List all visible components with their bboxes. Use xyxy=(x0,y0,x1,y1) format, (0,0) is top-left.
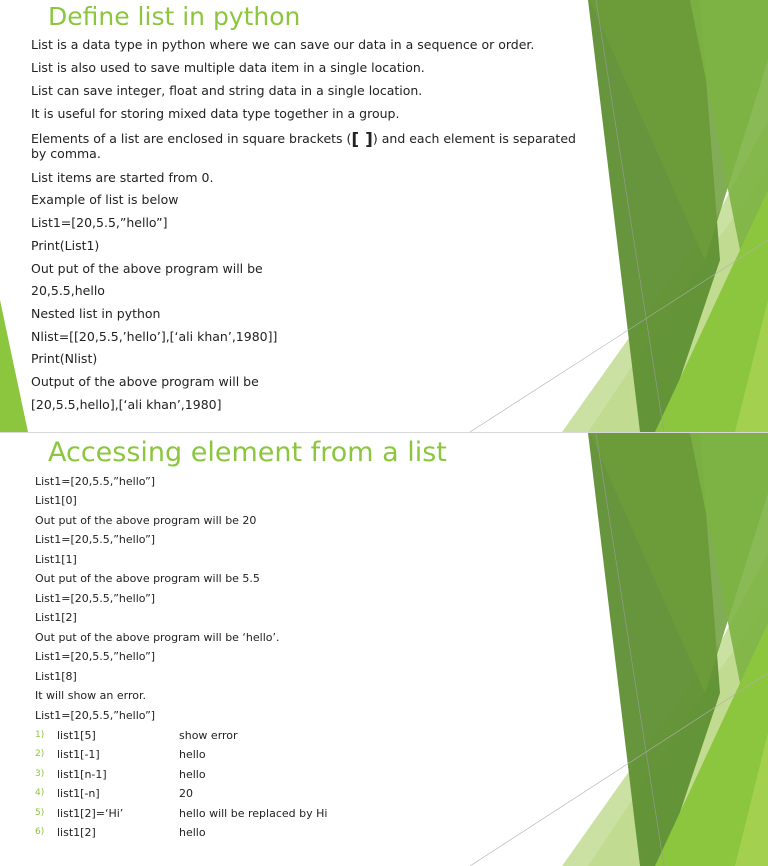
list-result: hello xyxy=(179,768,206,781)
body-line: List can save integer, float and string data in a single location. xyxy=(31,83,423,98)
list-result: hello will be replaced by Hi xyxy=(179,807,328,820)
code-line: List1=[20,5.5,”hello”] xyxy=(35,592,156,605)
list-number: 4) xyxy=(35,788,45,798)
list-number: 2) xyxy=(35,749,45,759)
list-item xyxy=(0,748,400,762)
list-item xyxy=(0,729,400,743)
list-number: 3) xyxy=(35,769,45,779)
list-number: 5) xyxy=(35,808,45,818)
code-line: List1[8] xyxy=(35,670,77,683)
body-line: Out put of the above program will be 20 xyxy=(35,514,257,527)
list-code: list1[-1] xyxy=(57,748,100,761)
list-item xyxy=(0,826,400,840)
list-number: 6) xyxy=(35,827,45,837)
slide-accessing-element xyxy=(0,433,768,866)
list-result: hello xyxy=(179,748,206,761)
slide-title: Define list in python xyxy=(48,2,301,31)
list-item xyxy=(0,787,400,801)
output-line: [20,5.5,hello],[‘ali khan’,1980] xyxy=(31,397,222,412)
code-line: List1=[20,5.5,”hello”] xyxy=(35,709,156,722)
slide-define-list xyxy=(0,0,768,432)
list-result: 20 xyxy=(179,787,193,800)
body-line: List is a data type in python where we can save our data in a sequence or order. xyxy=(31,37,535,52)
body-line: Out put of the above program will be xyxy=(31,261,263,276)
list-item xyxy=(0,807,400,821)
body-line: Example of list is below xyxy=(31,192,179,207)
code-line: List1[0] xyxy=(35,494,77,507)
code-line: List1[2] xyxy=(35,611,77,624)
code-line: List1=[20,5.5,”hello”] xyxy=(35,650,156,663)
body-line: Nested list in python xyxy=(31,306,161,321)
body-line: Out put of the above program will be ‘hello’. xyxy=(35,631,280,644)
brackets-paragraph xyxy=(31,132,591,161)
code-line: Print(Nlist) xyxy=(31,351,98,366)
list-item xyxy=(0,768,400,782)
brackets-text-after: ) and each element is separated by comma. xyxy=(31,131,576,161)
list-code: list1[-n] xyxy=(57,787,100,800)
code-line: List1[1] xyxy=(35,553,77,566)
list-result: hello xyxy=(179,826,206,839)
body-line: Output of the above program will be xyxy=(31,374,259,389)
list-code: list1[5] xyxy=(57,729,96,742)
body-line: It will show an error. xyxy=(35,689,146,702)
body-line: List is also used to save multiple data item in a single location. xyxy=(31,60,425,75)
code-line: Nlist=[[20,5.5,’hello’],[‘ali khan’,1980]] xyxy=(31,329,278,344)
output-line: 20,5.5,hello xyxy=(31,283,105,298)
list-result: show error xyxy=(179,729,238,742)
code-line: Print(List1) xyxy=(31,238,100,253)
code-line: List1=[20,5.5,”hello”] xyxy=(35,533,156,546)
list-code: list1[n-1] xyxy=(57,768,107,781)
body-line: Out put of the above program will be 5.5 xyxy=(35,572,260,585)
deco-shape-left-edge xyxy=(0,300,28,432)
slide-title: Accessing element from a list xyxy=(48,437,447,468)
brackets-text-before: Elements of a list are enclosed in square brackets ( xyxy=(31,131,352,146)
list-number: 1) xyxy=(35,730,45,740)
code-line: List1=[20,5.5,”hello”] xyxy=(31,215,168,230)
list-code: list1[2] xyxy=(57,826,96,839)
code-line: List1=[20,5.5,”hello”] xyxy=(35,475,156,488)
square-brackets-glyph: [ ] xyxy=(351,130,373,150)
body-line: It is useful for storing mixed data type together in a group. xyxy=(31,106,400,121)
body-line: List items are started from 0. xyxy=(31,170,214,185)
list-code: list1[2]=‘Hi’ xyxy=(57,807,124,820)
